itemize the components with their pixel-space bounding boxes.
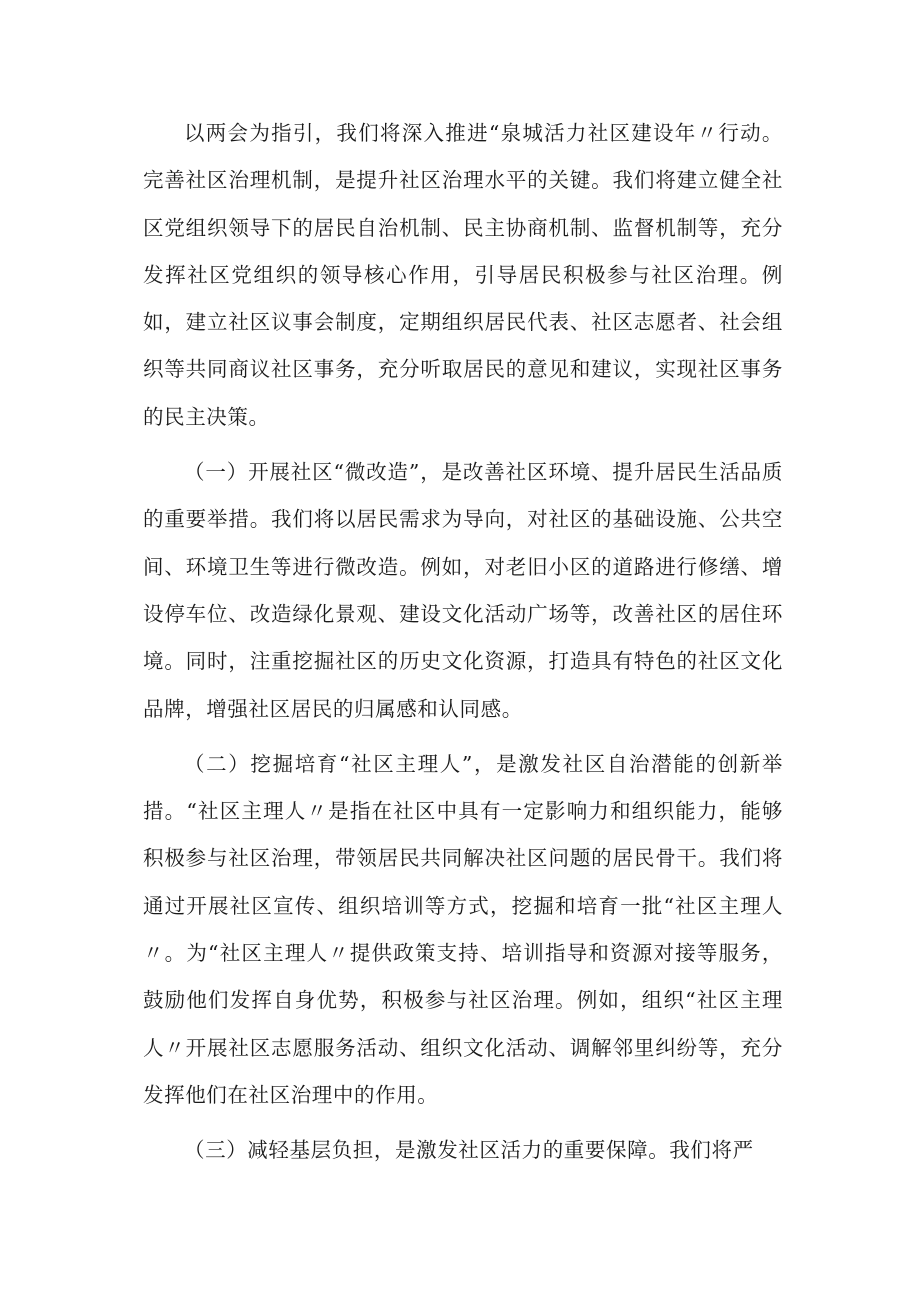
paragraph-community-governance: 以两会为指引，我们将深入推进“泉城活力社区建设年〃行动。完善社区治理机制，是提升社区治理水平的关键。我们将建立健全社区党组织领导下的居民自治机制、民主协商机制、监督机制等，充分发挥社区党组织的领导核心作用，引导居民积极参与社区治理。例如，建立社区议事会制度，定期组织居民代表、社区志愿者、社会组织等共同商议社区事务，充分听取居民的意见和建议，实现社区事务的民主决策。	[143, 121, 783, 429]
paragraph-micro-renovation: （一）开展社区“微改造”，是改善社区环境、提升居民生活品质的重要举措。我们将以居民需求为导向，对社区的基础设施、公共空间、环境卫生等进行微改造。例如，对老旧小区的道路进行修缮、增设停车位、改造绿化景观、建设文化活动广场等，改善社区的居住环境。同时，注重挖掘社区的历史文化资源，打造具有特色的社区文化品牌，增强社区居民的归属感和认同感。	[143, 460, 783, 721]
document-page	[143, 110, 783, 1175]
paragraph-reduce-burden: （三）减轻基层负担，是激发社区活力的重要保障。我们将严	[184, 1138, 754, 1163]
paragraph-community-manager: （二）挖掘培育“社区主理人”，是激发社区自治潜能的创新举措。“社区主理人〃是指在社区中具有一定影响力和组织能力，能够积极参与社区治理，带领居民共同解决社区问题的居民骨干。我们将通过开展社区宣传、组织培训等方式，挖掘和培育一批“社区主理人〃。为“社区主理人〃提供政策支持、培训指导和资源对接等服务，鼓励他们发挥自身优势，积极参与社区治理。例如，组织“社区主理人〃开展社区志愿服务活动、组织文化活动、调解邻里纠纷等，充分发挥他们在社区治理中的作用。	[143, 751, 783, 1107]
